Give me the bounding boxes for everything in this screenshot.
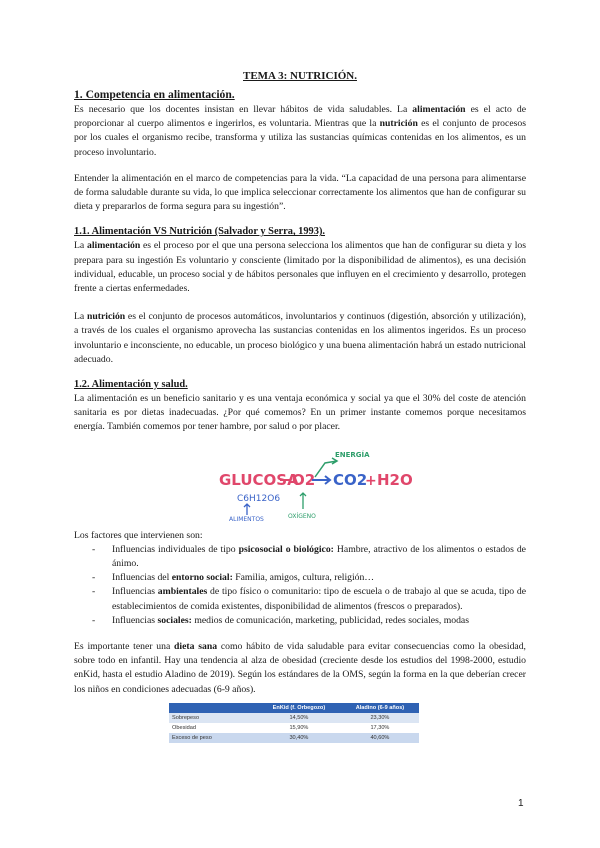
obesity-stats-table-wrapper	[169, 703, 419, 743]
table-row	[169, 733, 419, 743]
section-1-1-heading: 1.1. Alimentación VS Nutrición (Salvador y Serra, 1993).	[74, 226, 326, 238]
section-1-heading: 1. Competencia en alimentación.	[74, 88, 235, 101]
table-row	[169, 723, 419, 733]
section-1-paragraph-1: Es necesario que los docentes insistan en llevar hábitos de vida saludables. La alimentación es el acto de proporcionar al cuerpo alimentos e ingerirlos, es voluntaria. Mientras que la nutrición es el conjunto de procesos por los cuales el organismo recibe, transforma y utiliza las sustancias químicas contenidas en los alimentos, es un proceso involuntario.	[74, 104, 526, 158]
factors-title: Los factores que intervienen son:	[74, 529, 203, 541]
table-cell-aladino: 23,30%	[341, 713, 419, 723]
page-number: 1	[518, 798, 524, 809]
list-item: - Influencias ambientales de tipo físico o comunitario: tipo de escuela o de trabajo al que se acuda, tipo de establecimientos de comida existentes, disponibilidad de alimentos (frescos o preparados).	[74, 585, 526, 613]
table-cell-aladino: 40,60%	[341, 733, 419, 743]
table-header-aladino: Aladino (6-9 años)	[341, 703, 419, 713]
section-1-1-paragraph-1: La alimentación es el proceso por el que una persona selecciona los alimentos que han de configurar su dieta y los prepara para su ingestión Es voluntario y consciente (limitado por la disponibilidad de alimentos), es una decisión individual, educable, un proceso social y de hábitos personales que influyen en el crecimiento y desarrollo, protegen frente a ciertas enfermedades.	[74, 240, 526, 295]
list-item: - Influencias individuales de tipo psicosocial o biológico: Hambre, atractivo de los alimentos o estados de ánimo.	[74, 543, 526, 571]
oxygen-source-label: OXÍGENO	[288, 512, 316, 520]
glucose-reaction-diagram	[217, 441, 417, 523]
list-item: - Influencias sociales: medios de comunicación, marketing, publicidad, redes sociales, modas	[74, 614, 526, 628]
table-cell-enkid: 15,90%	[257, 723, 341, 733]
carbon-dioxide-label: CO2	[333, 470, 368, 489]
table-cell-label: Sobrepeso	[169, 713, 257, 723]
factors-list	[74, 543, 526, 628]
table-cell-enkid: 30,40%	[257, 733, 341, 743]
table-header-empty	[169, 703, 257, 713]
list-item: - Influencias del entorno social: Familia, amigos, cultura, religión…	[74, 571, 526, 585]
obesity-stats-table	[169, 703, 419, 743]
oxygen-label: O2	[292, 470, 316, 489]
food-label: ALIMENTOS	[229, 515, 264, 523]
table-header-enkid: EnKid (f. Orbegozo)	[257, 703, 341, 713]
plus-sign: +	[365, 472, 377, 489]
glucose-formula-label: C6H12O6	[237, 493, 281, 504]
document-page	[74, 70, 526, 743]
table-row	[169, 713, 419, 723]
document-title: TEMA 3: NUTRICIÓN.	[243, 70, 357, 82]
section-1-1-paragraph-2: La nutrición es el conjunto de procesos automáticos, involuntarios y continuos (digestión, absorción y utilización), a través de los cuales el organismo aprovecha las sustancias contenidas en los alimentos ingeridos. Es un proceso involuntario e inconsciente, no educable, un proceso biológico y una buena alimentación habrá un estado nutricional adecuado.	[74, 311, 526, 365]
table-cell-aladino: 17,30%	[341, 723, 419, 733]
water-label: H2O	[377, 470, 413, 489]
section-1-2-paragraph-1: La alimentación es un beneficio sanitario y es una ventaja económica y social ya que el 30% del coste de atención sanitaria es por dietas inadecuadas. ¿Por qué comemos? En un primer instante comemos porque necesitamos energía. También comemos por tener hambre, por salud o por placer.	[74, 393, 526, 433]
glucose-label: GLUCOSA	[219, 470, 299, 489]
section-1-2-heading: 1.2. Alimentación y salud.	[74, 379, 188, 391]
table-cell-label: Exceso de peso	[169, 733, 257, 743]
section-1-paragraph-2: Entender la alimentación en el marco de competencias para la vida. “La capacidad de una persona para alimentarse de forma saludable durante su vida, lo que implica seleccionar correctamente los alimentos que han de configurar su dieta y prepararlos de forma segura para su ingestión”.	[74, 172, 526, 213]
section-1-2-paragraph-2: Es importante tener una dieta sana como hábito de vida saludable para evitar consecuencias como la obesidad, sobre todo en infantil. Hay una tendencia al alza de obesidad (creciente desde los estudios del 1998-2000, estudio enKid, hasta el estudio Aladino de 2019). Según los estándares de la OMS, según la forma en la que deberían crecer los niños en condiciones adecuadas (6-9 años).	[74, 641, 526, 695]
oxygen-arrow-icon	[300, 493, 306, 509]
food-arrow-icon	[244, 504, 250, 515]
energy-label: ENERGÍA	[335, 450, 370, 459]
table-cell-label: Obesidad	[169, 723, 257, 733]
table-cell-enkid: 14,50%	[257, 713, 341, 723]
